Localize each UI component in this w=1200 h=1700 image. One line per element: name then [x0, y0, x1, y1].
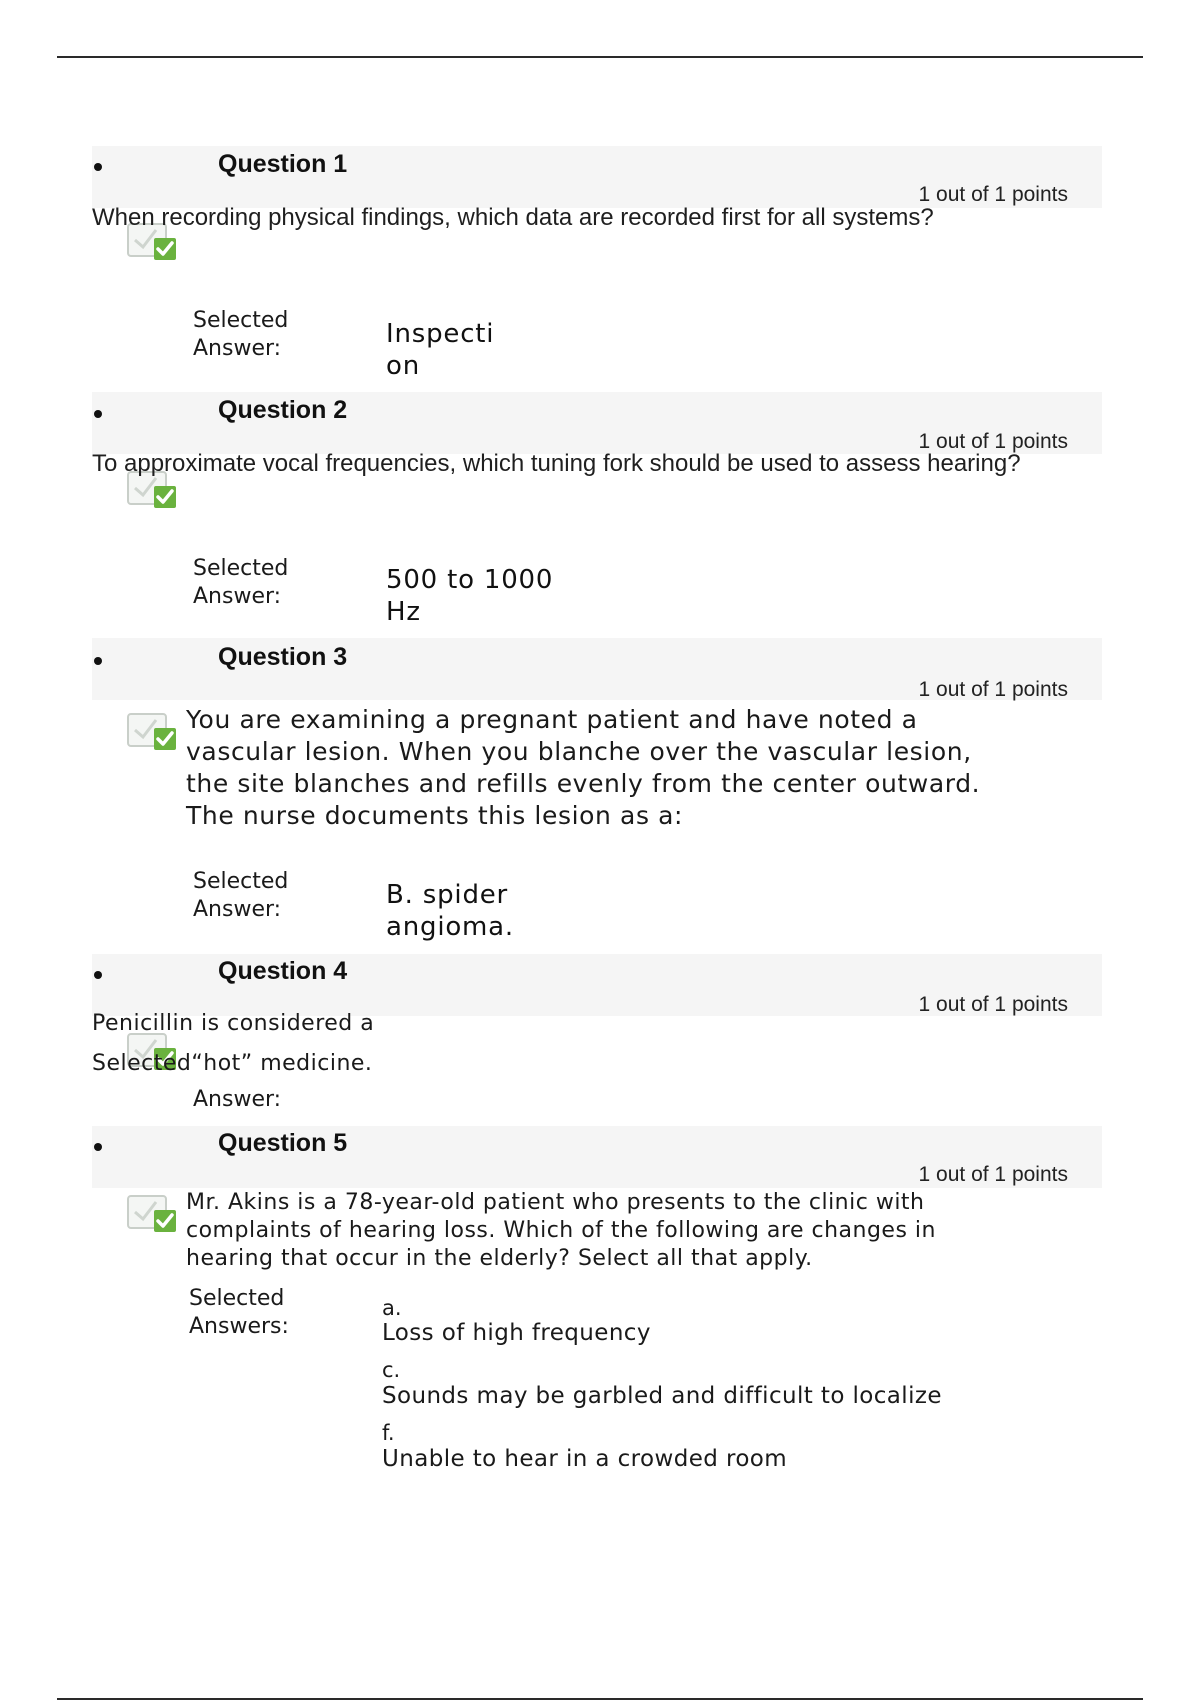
selected-label: Selected: [92, 1051, 192, 1076]
question-title: Question 5: [218, 1129, 348, 1157]
question-text-line: vascular lesion. When you blanche over the vascular lesion,: [186, 737, 972, 766]
points-label: 1 out of 1 points: [918, 430, 1068, 453]
points-label: 1 out of 1 points: [918, 993, 1068, 1016]
answer-line: 500 to 1000: [386, 565, 554, 595]
answer-line: Inspecti: [386, 319, 495, 349]
answer-line: on: [386, 351, 420, 381]
selected-answer: [386, 879, 514, 943]
selected-answer-label: [193, 307, 288, 363]
answer-letter: c.: [382, 1358, 401, 1382]
label-line: Selected: [193, 556, 289, 581]
question-text: To approximate vocal frequencies, which tuning fork should be used to assess hearing?: [92, 450, 1021, 477]
correct-check-icon: [126, 1192, 178, 1234]
answer-letter: f.: [382, 1421, 395, 1445]
top-rule: [57, 56, 1143, 58]
answer-text: Sounds may be garbled and difficult to localize: [382, 1383, 942, 1409]
question-text: Penicillin is considered a: [92, 1011, 375, 1036]
answer-line: Hz: [386, 597, 421, 627]
selected-answer: [386, 318, 494, 382]
bullet: [94, 163, 102, 171]
question-text: [186, 1189, 936, 1273]
points-label: 1 out of 1 points: [918, 1163, 1068, 1186]
label-line: Selected: [189, 1286, 285, 1311]
label-line: Answer:: [193, 584, 282, 609]
question-title: Question 1: [218, 150, 348, 178]
question-text-line: complaints of hearing loss. Which of the following are changes in: [186, 1218, 936, 1243]
answer-text: Unable to hear in a crowded room: [382, 1446, 788, 1472]
answer-line: B. spider: [386, 880, 509, 910]
selected-answer-label: Answer:: [193, 1087, 282, 1112]
selected-answer-label: [193, 555, 288, 611]
label-line: Answers:: [189, 1314, 289, 1339]
question-title: Question 4: [218, 957, 348, 985]
question-text: [186, 704, 980, 832]
selected-answer-label: [193, 868, 288, 924]
question-text-line: You are examining a pregnant patient and have noted a: [186, 705, 918, 734]
bullet: [94, 410, 102, 418]
answer-letter: a.: [382, 1296, 402, 1320]
bullet: [94, 1143, 102, 1151]
selected-answer: [386, 564, 553, 628]
label-line: Selected: [193, 869, 289, 894]
points-label: 1 out of 1 points: [918, 678, 1068, 701]
question-text-line: Mr. Akins is a 78-year-old patient who presents to the clinic with: [186, 1190, 925, 1215]
label-line: Answer:: [193, 897, 282, 922]
question-text: When recording physical findings, which data are recorded first for all systems?: [92, 204, 934, 231]
question-title: Question 3: [218, 643, 348, 671]
bullet: [94, 657, 102, 665]
question-text-line: hearing that occur in the elderly? Select all that apply.: [186, 1246, 813, 1271]
points-label: 1 out of 1 points: [918, 183, 1068, 206]
question-text-line: The nurse documents this lesion as a:: [186, 801, 684, 830]
answer-text: Loss of high frequency: [382, 1320, 651, 1346]
question-text-line: the site blanches and refills evenly from the center outward.: [186, 769, 981, 798]
selected-answers-label: [189, 1285, 289, 1341]
label-line: Selected: [193, 308, 289, 333]
question-title: Question 2: [218, 396, 348, 424]
correct-check-icon: [126, 710, 178, 752]
selected-inline-row: [92, 1050, 372, 1078]
bullet: [94, 971, 102, 979]
selected-answer: “hot” medicine.: [191, 1051, 373, 1076]
label-line: Answer:: [193, 336, 282, 361]
answer-line: angioma.: [386, 912, 514, 942]
